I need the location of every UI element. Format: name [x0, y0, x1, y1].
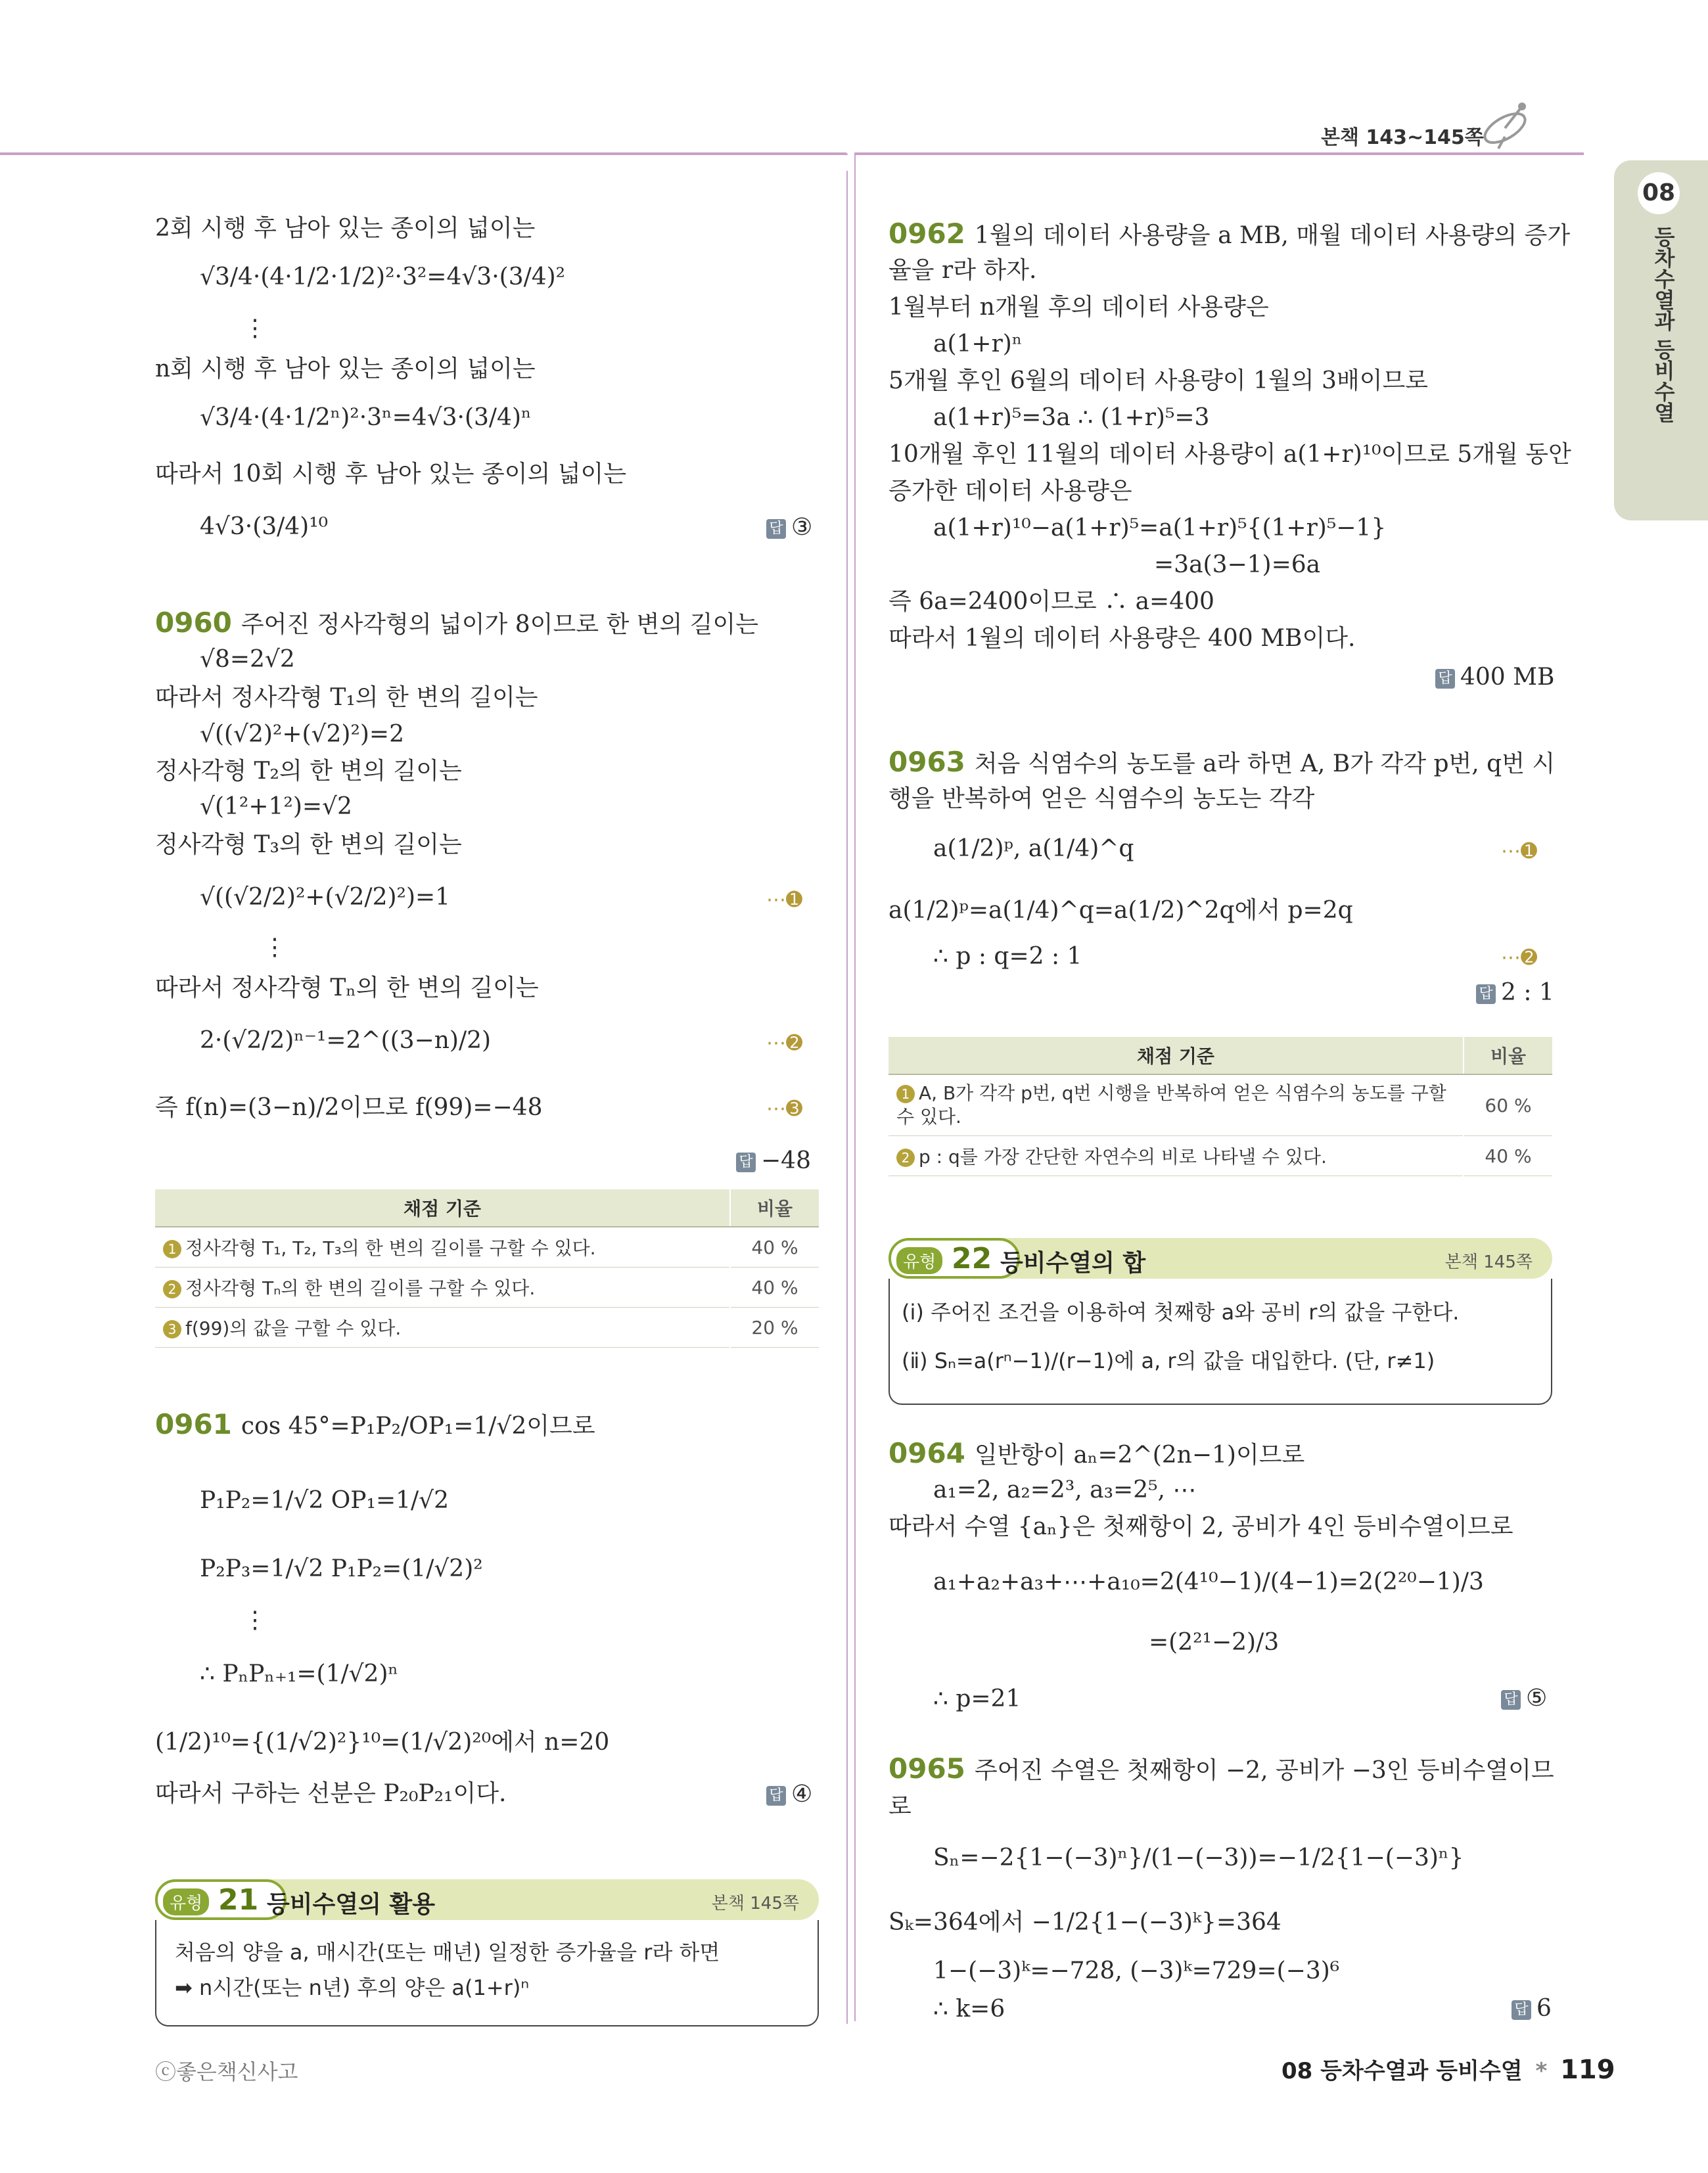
column-divider-left — [846, 171, 848, 2024]
answer-icon: 답 — [1501, 1690, 1521, 1710]
grading-row-number: 1 — [896, 1085, 915, 1103]
p0962-line-10: =3a(3−1)=6a — [1154, 551, 1321, 578]
grading-row-number: 1 — [163, 1240, 181, 1258]
table-row — [155, 1308, 819, 1348]
type-21-line-1: 처음의 양을 a, 매시간(또는 매년) 일정한 증가율을 r라 하면 — [175, 1940, 720, 1965]
p0965-line-3: Sₙ=−2{1−(−3)ⁿ}/(1−(−3))=−1/2{1−(−3)ⁿ} — [933, 1844, 1464, 1871]
grading-row-text: f(99)의 값을 구할 수 있다. — [185, 1317, 402, 1339]
table-row — [889, 1074, 1552, 1136]
intro-line-5: √3/4·(4·1/2ⁿ)²·3ⁿ=4√3·(3/4)ⁿ — [200, 404, 532, 431]
footer-separator: * — [1535, 2058, 1548, 2084]
p0962-line-12: 따라서 1월의 데이터 사용량은 400 MB이다. — [889, 625, 1356, 652]
p0962-line-7: 10개월 후인 11월의 데이터 사용량이 a(1+r)¹⁰이므로 5개월 동안 — [889, 441, 1571, 468]
type-22-header — [889, 1238, 1552, 1279]
grading-row-text: p : q를 가장 간단한 자연수의 비로 나타낼 수 있다. — [919, 1146, 1327, 1168]
answer-icon: 답 — [1476, 984, 1496, 1004]
grading-row-pct: 60 % — [1464, 1074, 1552, 1136]
type-21-body — [155, 1920, 819, 2026]
p0965-answer — [1512, 1995, 1552, 2022]
grading-row-pct: 40 % — [730, 1227, 819, 1268]
p0960-line-5: 정사각형 T₂의 한 변의 길이는 — [155, 758, 462, 785]
footer-publisher: ⓒ좋은책신사고 — [155, 2059, 298, 2084]
p0960-mark-1: ⋯➊ — [766, 888, 803, 911]
p0962-line-11: 즉 6a=2400이므로 ∴ a=400 — [889, 588, 1214, 615]
p0960-text-1: 주어진 정사각형의 넓이가 8이므로 한 변의 길이는 — [241, 611, 758, 638]
type-22-line-1: (ⅰ) 주어진 조건을 이용하여 첫째항 a와 공비 r의 값을 구한다. — [902, 1300, 1460, 1325]
p0963-line-5: ∴ p : q=2 : 1 — [933, 943, 1082, 970]
p0963-answer — [1476, 979, 1554, 1006]
p0962-answer-value: 400 MB — [1460, 664, 1555, 691]
grading-header-ratio: 비율 — [1464, 1037, 1552, 1074]
p0960-line-12: 즉 f(n)=(3−n)/2이므로 f(99)=−48 — [155, 1094, 543, 1121]
satellite-dish-icon — [1479, 92, 1538, 151]
column-divider — [854, 155, 856, 2021]
p0962-number: 0962 — [889, 217, 965, 250]
grading-row-text: A, B가 각각 p번, q번 시행을 반복하여 얻은 식염수의 농도를 구할 수 있다. — [896, 1082, 1446, 1128]
p0960-line-7: 정사각형 T₃의 한 변의 길이는 — [155, 831, 462, 858]
grading-row-number: 2 — [163, 1280, 181, 1298]
type-22-title: 등비수열의 합 — [1000, 1250, 1146, 1277]
header-rule — [0, 152, 848, 155]
p0962-line-6: a(1+r)⁵=3a ∴ (1+r)⁵=3 — [933, 404, 1210, 431]
answer-icon: 답 — [766, 1786, 786, 1806]
p0960-answer-value: −48 — [761, 1147, 811, 1174]
p0965-answer-value: 6 — [1536, 1995, 1552, 2022]
p0965-line-2: 로 — [889, 1793, 912, 1820]
p0964-line-1 — [889, 1439, 1304, 1470]
p0960-line-4: √((√2)²+(√2)²)=2 — [200, 721, 404, 748]
p0960-line-8: √((√2/2)²+(√2/2)²)=1 — [200, 884, 451, 911]
type-21-number: 21 — [218, 1883, 259, 1917]
footer-chapter-title: 08 등차수열과 등비수열 — [1281, 2058, 1523, 2084]
p0964-number: 0964 — [889, 1437, 965, 1469]
grading-row-pct: 40 % — [730, 1268, 819, 1308]
p0960-grading-table — [155, 1189, 819, 1348]
grading-header-criteria: 채점 기준 — [155, 1189, 730, 1227]
type-21-label: 유형 — [163, 1888, 209, 1915]
answer-icon: 답 — [736, 1153, 756, 1172]
intro-line-4: n회 시행 후 남아 있는 종이의 넓이는 — [155, 355, 536, 382]
type-22-label: 유형 — [896, 1247, 942, 1274]
intro-answer — [766, 514, 812, 541]
p0962-text-1: 1월의 데이터 사용량을 a MB, 매월 데이터 사용량의 증가 — [974, 222, 1571, 249]
p0960-line-1 — [155, 608, 758, 639]
p0960-line-9: ⋮ — [263, 934, 287, 961]
footer-chapter — [1281, 2053, 1615, 2085]
p0961-line-2: P₁P₂=1/√2 OP₁=1/√2 — [200, 1487, 450, 1514]
p0961-text-1: cos 45°=P₁P₂/OP₁=1/√2이므로 — [241, 1413, 595, 1440]
intro-line-3: ⋮ — [243, 315, 267, 342]
p0961-line-5: ∴ PₙPₙ₊₁=(1/√2)ⁿ — [200, 1660, 399, 1687]
p0960-answer — [736, 1147, 811, 1174]
p0960-line-2: √8=2√2 — [200, 646, 295, 673]
p0964-line-5: =(2²¹−2)/3 — [1149, 1629, 1280, 1656]
p0962-line-2: 율을 r라 하자. — [889, 257, 1037, 284]
p0961-line-4: ⋮ — [243, 1607, 267, 1634]
p0960-line-3: 따라서 정사각형 T₁의 한 변의 길이는 — [155, 684, 538, 711]
intro-answer-value: ③ — [791, 514, 813, 541]
answer-icon: 답 — [1512, 2000, 1531, 2020]
p0961-number: 0961 — [155, 1408, 232, 1440]
p0965-number: 0965 — [889, 1752, 965, 1785]
p0965-line-4: Sₖ=364에서 −1/2{1−(−3)ᵏ}=364 — [889, 1909, 1281, 1936]
type-21-ref: 본책 145쪽 — [711, 1894, 799, 1913]
p0960-line-11: 2·(√2/2)ⁿ⁻¹=2^((3−n)/2) — [200, 1027, 492, 1054]
p0962-line-4: a(1+r)ⁿ — [933, 331, 1023, 357]
p0962-line-3: 1월부터 n개월 후의 데이터 사용량은 — [889, 294, 1269, 321]
p0962-line-5: 5개월 후인 6월의 데이터 사용량이 1월의 3배이므로 — [889, 367, 1429, 394]
type-21-line-2: ➡ n시간(또는 n년) 후의 양은 a(1+r)ⁿ — [175, 1975, 530, 2000]
intro-line-2: √3/4·(4·1/2·1/2)²·3²=4√3·(3/4)² — [200, 263, 566, 290]
grading-header-ratio: 비율 — [730, 1189, 819, 1227]
p0961-line-7: 따라서 구하는 선분은 P₂₀P₂₁이다. — [155, 1780, 507, 1807]
p0962-answer — [1435, 664, 1554, 691]
p0963-answer-value: 2 : 1 — [1501, 979, 1554, 1006]
grading-row-text: 정사각형 T₁, T₂, T₃의 한 변의 길이를 구할 수 있다. — [185, 1237, 596, 1259]
answer-icon: 답 — [1435, 669, 1455, 689]
p0961-line-1 — [155, 1410, 595, 1441]
table-row — [155, 1268, 819, 1308]
type-22-ref: 본책 145쪽 — [1444, 1252, 1533, 1272]
p0962-line-9: a(1+r)¹⁰−a(1+r)⁵=a(1+r)⁵{(1+r)⁵−1} — [933, 515, 1387, 541]
p0964-answer — [1501, 1685, 1547, 1712]
type-21-header — [155, 1879, 819, 1920]
p0964-line-6: ∴ p=21 — [933, 1685, 1021, 1712]
table-row — [889, 1136, 1552, 1176]
p0960-mark-3: ⋯➌ — [766, 1097, 803, 1120]
intro-line-1: 2회 시행 후 남아 있는 종이의 넓이는 — [155, 215, 536, 242]
grading-row-number: 3 — [163, 1320, 181, 1338]
p0963-line-1 — [889, 748, 1555, 779]
table-row — [155, 1227, 819, 1268]
p0965-line-1 — [889, 1754, 1554, 1785]
grading-row-pct: 40 % — [1464, 1136, 1552, 1176]
p0960-number: 0960 — [155, 606, 232, 639]
p0965-line-6: ∴ k=6 — [933, 1996, 1005, 2023]
chapter-tab-title: 등차수열과 등비수열 — [1651, 226, 1676, 423]
p0961-answer — [766, 1781, 812, 1808]
grading-header-criteria: 채점 기준 — [889, 1037, 1464, 1074]
p0963-line-3: a(1/2)ᵖ, a(1/4)^q — [933, 835, 1134, 862]
p0961-line-6: (1/2)¹⁰={(1/√2)²}¹⁰=(1/√2)²⁰에서 n=20 — [155, 1729, 610, 1756]
p0960-line-10: 따라서 정사각형 Tₙ의 한 변의 길이는 — [155, 974, 539, 1001]
grading-row-text: 정사각형 Tₙ의 한 변의 길이를 구할 수 있다. — [185, 1277, 536, 1299]
p0964-answer-value: ⑤ — [1526, 1685, 1548, 1712]
intro-line-6: 따라서 10회 시행 후 남아 있는 종이의 넓이는 — [155, 461, 627, 488]
chapter-tab-number: 08 — [1638, 172, 1680, 214]
p0964-line-3: 따라서 수열 {aₙ}은 첫째항이 2, 공비가 4인 등비수열이므로 — [889, 1513, 1513, 1540]
header-rule-right — [854, 152, 1584, 155]
p0965-text-1: 주어진 수열은 첫째항이 −2, 공비가 −3인 등비수열이므 — [974, 1757, 1554, 1784]
answer-icon: 답 — [766, 519, 786, 539]
grading-row-number: 2 — [896, 1149, 915, 1167]
type-22-number: 22 — [952, 1242, 992, 1275]
type-21-title: 등비수열의 활용 — [267, 1891, 435, 1918]
p0961-answer-value: ④ — [791, 1781, 813, 1808]
p0963-number: 0963 — [889, 746, 965, 778]
p0960-mark-2: ⋯➋ — [766, 1032, 803, 1055]
p0964-line-4: a₁+a₂+a₃+⋯+a₁₀=2(4¹⁰−1)/(4−1)=2(2²⁰−1)/3 — [933, 1568, 1484, 1595]
type-22-body — [889, 1279, 1552, 1405]
p0960-line-6: √(1²+1²)=√2 — [200, 793, 352, 820]
type-22-line-2: (ⅱ) Sₙ=a(rⁿ−1)/(r−1)에 a, r의 값을 대입한다. (단, r≠1) — [902, 1348, 1435, 1373]
page-number: 119 — [1560, 2055, 1615, 2085]
p0963-mark-1: ⋯➊ — [1501, 840, 1538, 863]
p0964-text-1: 일반항이 aₙ=2^(2n−1)이므로 — [974, 1442, 1305, 1469]
p0961-line-3: P₂P₃=1/√2 P₁P₂=(1/√2)² — [200, 1555, 483, 1582]
p0965-line-5: 1−(−3)ᵏ=−728, (−3)ᵏ=729=(−3)⁶ — [933, 1957, 1340, 1984]
p0964-line-2: a₁=2, a₂=2³, a₃=2⁵, ⋯ — [933, 1476, 1197, 1503]
p0962-line-1 — [889, 219, 1570, 250]
p0963-line-2: 행을 반복하여 얻은 식염수의 농도는 각각 — [889, 785, 1315, 812]
intro-line-7: 4√3·(3/4)¹⁰ — [200, 513, 329, 540]
header-page-ref: 본책 143~145쪽 — [1321, 126, 1484, 149]
p0963-line-4: a(1/2)ᵖ=a(1/4)^q=a(1/2)^2q에서 p=2q — [889, 897, 1353, 924]
p0963-text-1: 처음 식염수의 농도를 a라 하면 A, B가 각각 p번, q번 시 — [974, 750, 1556, 777]
p0962-line-8: 증가한 데이터 사용량은 — [889, 478, 1132, 505]
chapter-tab — [1614, 160, 1708, 520]
grading-row-pct: 20 % — [730, 1308, 819, 1348]
p0963-mark-2: ⋯➋ — [1501, 946, 1538, 969]
p0963-grading-table — [889, 1037, 1552, 1176]
